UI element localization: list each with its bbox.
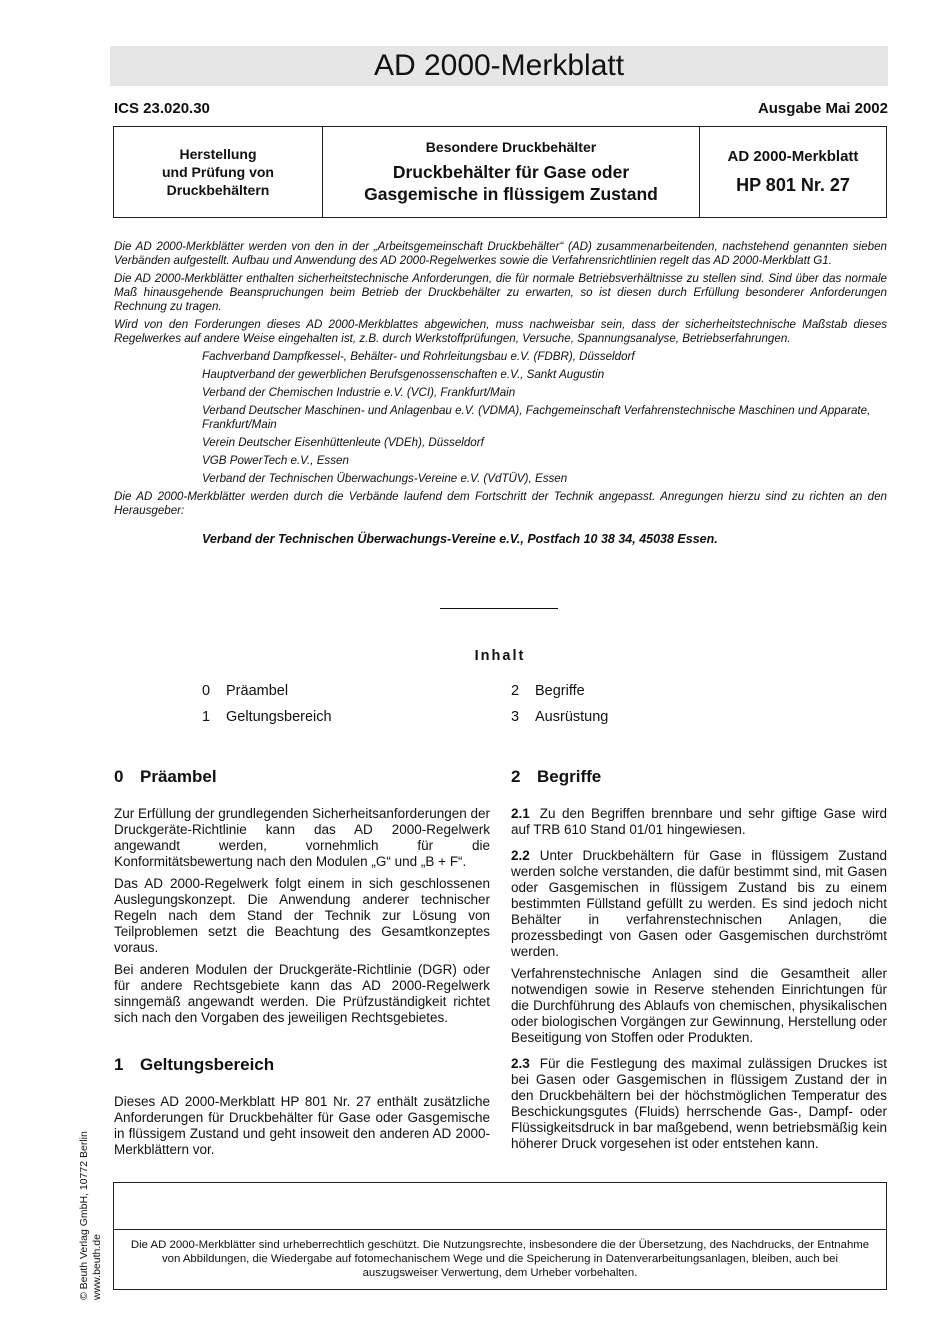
association-item: Verband Deutscher Maschinen- und Anlagenbau e.V. (VDMA), Fachgemeinschaft Verfahrenstechnische Maschinen und Apparate, Frankfurt/Main bbox=[202, 404, 871, 431]
column-left bbox=[114, 766, 490, 1164]
section-heading bbox=[114, 766, 490, 788]
toc-label: Geltungsbereich bbox=[226, 709, 332, 725]
toc-number: 0 bbox=[202, 683, 211, 699]
body-paragraph: Bei anderen Modulen der Druckgeräte-Richtlinie (DGR) oder für andere Rechtsgebiete kann das AD 2000-Regelwerk sinngemäß angewandt werden. Die Prüfzuständigkeit richtet sich nach den Vorgaben des jeweiligen Rechtsgebietes. bbox=[114, 962, 490, 1025]
toc-column-right bbox=[511, 678, 608, 730]
footer-box bbox=[113, 1182, 887, 1290]
category-line: Herstellung bbox=[179, 146, 257, 162]
toc-column-left bbox=[202, 678, 332, 730]
column-right bbox=[511, 766, 887, 1158]
title-cell bbox=[323, 127, 700, 217]
intro-paragraph: Die AD 2000-Merkblätter enthalten sicherheitstechnische Anforderungen, die für normale Betriebsverhältnisse zu stellen sind. Sind über das normale Maß hinausgehende Beanspruchungen beim Betrieb der Druckbehälter zu erwarten, so ist diesen durch Erfüllung besonderer Anforderungen Rechnung zu tragen. bbox=[114, 272, 887, 313]
intro-paragraph: Die AD 2000-Merkblätter werden von den in der „Arbeitsgemeinschaft Druckbehälter“ (AD) zusammenarbeitenden, nachstehend genannten sieben Verbänden aufgestellt. Aufbau und Anwendung des AD 2000-Regelwerkes sowie die Verfahrensrichtlinien regelt das AD 2000-Merkblatt G1. bbox=[114, 240, 887, 267]
body-paragraph bbox=[511, 848, 887, 960]
publisher-address: Verband der Technischen Überwachungs-Vereine e.V., Postfach 10 38 34, 45038 Essen. bbox=[202, 532, 718, 546]
paragraph-number: 2.1 bbox=[511, 806, 530, 821]
body-paragraph bbox=[511, 806, 887, 838]
paragraph-text: Unter Druckbehältern für Gase in flüssigem Zustand werden solche verstanden, die dafür bestimmt sind, mit Gasen oder Gasgemischen in flüssigem Zustand bis zu einem bestimmten Füllstand gefüllt zu werden. Es sind jedoch nicht Behälter in verfahrenstechnischen Anlagen, die prozessbedingt von Gasen oder Gasgemischen durchströmt werden. bbox=[511, 848, 887, 959]
association-item: VGB PowerTech e.V., Essen bbox=[202, 454, 349, 467]
toc-item[interactable] bbox=[511, 678, 608, 704]
document-banner: AD 2000-Merkblatt bbox=[110, 46, 888, 86]
toc-item[interactable] bbox=[511, 704, 608, 730]
number-cell bbox=[700, 127, 886, 217]
document-subtitle: Besondere Druckbehälter bbox=[425, 139, 597, 155]
body-paragraph: Dieses AD 2000-Merkblatt HP 801 Nr. 27 enthält zusätzliche Anforderungen für Druckbehälter für Gase oder Gasgemische in flüssigem Zustand und geht insoweit den anderen AD 2000-Merkblättern vor. bbox=[114, 1094, 490, 1157]
category-line: Druckbehältern bbox=[166, 182, 270, 198]
side-imprint bbox=[78, 1070, 104, 1300]
toc-label: Präambel bbox=[226, 683, 289, 699]
publisher-imprint: © Beuth Verlag GmbH, 10772 Berlin bbox=[78, 1131, 90, 1300]
section-title: Begriffe bbox=[537, 767, 602, 786]
paragraph-number: 2.3 bbox=[511, 1056, 530, 1071]
association-item: Verband der Technischen Überwachungs-Vereine e.V. (VdTÜV), Essen bbox=[202, 472, 568, 485]
series-label: AD 2000-Merkblatt bbox=[727, 148, 859, 165]
section-title: Geltungsbereich bbox=[140, 1055, 275, 1074]
association-item: Verband der Chemischen Industrie e.V. (VCI), Frankfurt/Main bbox=[202, 386, 516, 399]
section-heading bbox=[114, 1054, 490, 1076]
paragraph-number: 2.2 bbox=[511, 848, 530, 863]
toc-title: Inhalt bbox=[474, 648, 526, 664]
section-number: 0 bbox=[114, 767, 124, 786]
category-line: und Prüfung von bbox=[162, 164, 274, 180]
toc-number: 3 bbox=[511, 709, 520, 725]
association-item: Verein Deutscher Eisenhüttenleute (VDEh), Düsseldorf bbox=[202, 436, 484, 449]
toc-number: 2 bbox=[511, 683, 520, 699]
toc-item[interactable] bbox=[202, 704, 332, 730]
copyright-notice: Die AD 2000-Merkblätter sind urheberrechtlich geschützt. Die Nutzungsrechte, insbesondere die der Übersetzung, des Nachdrucks, der Entnahme von Abbildungen, die Wiedergabe auf fotomechanischem Wege und die Speicherung in Datenverarbeitungsanlagen, bleiben, auch bei auszugsweiser Verwertung, dem Urheber vorbehalten. bbox=[114, 1229, 886, 1288]
title-box bbox=[113, 126, 887, 218]
intro-paragraph: Wird von den Forderungen dieses AD 2000-Merkblattes abgewichen, muss nachweisbar sein, dass der sicherheitstechnische Maßstab dieses Regelwerkes auf andere Weise eingehalten ist, z.B. durch Werkstoffprüfungen, Versuche, Spannungsanalyse, Betriebserfahrungen. bbox=[114, 318, 887, 345]
document-title: Druckbehälter für Gase oder bbox=[392, 162, 630, 182]
section-number: 2 bbox=[511, 767, 521, 786]
toc-number: 1 bbox=[202, 709, 211, 725]
body-paragraph: Verfahrenstechnische Anlagen sind die Gesamtheit aller notwendigen sowie in Reserve stehenden Einrichtungen für die Durchführung des Ablaufs von chemischen, physikalischen oder biologischen Vorgängen zur Gewinnung, Herstellung oder Beseitigung von Stoffen oder Produkten. bbox=[511, 966, 887, 1045]
association-item: Hauptverband der gewerblichen Berufsgenossenschaften e.V., Sankt Augustin bbox=[202, 368, 605, 381]
section-number: 1 bbox=[114, 1055, 124, 1074]
category-cell bbox=[114, 127, 323, 217]
association-list bbox=[202, 350, 872, 486]
paragraph-text: Zu den Begriffen brennbare und sehr giftige Gase wird auf TRB 610 Stand 01/01 hingewiesen. bbox=[511, 806, 887, 837]
section-heading bbox=[511, 766, 887, 788]
paragraph-text: Für die Festlegung des maximal zulässigen Druckes ist bei Gasen oder Gasgemischen in flüssigem Zustand der in den Druckbehältern bei der höchstmöglichen Temperatur des Beschickungsgutes (Fluids) herrschende Gas-, Dampf- oder Flüssigkeitsdruck in bar maßgebend, wenn betriebsmäßig kein höherer Druck vorgesehen ist oder entstehen kann. bbox=[511, 1056, 887, 1151]
edition-date: Ausgabe Mai 2002 bbox=[757, 100, 888, 117]
toc-item[interactable] bbox=[202, 678, 332, 704]
toc-label: Begriffe bbox=[535, 683, 585, 699]
body-paragraph: Zur Erfüllung der grundlegenden Sicherheitsanforderungen der Druckgeräte-Richtlinie kann das AD 2000-Regelwerk angewandt werden, vornehmlich für die Konformitätsbewertung nach den Modulen „G“ und „B + F“. bbox=[114, 806, 490, 869]
document-title: Gasgemische in flüssigem Zustand bbox=[364, 184, 658, 204]
body-paragraph: Das AD 2000-Regelwerk folgt einem in sich geschlossenen Auslegungskonzept. Die Anwendung anderer technischer Regeln nach dem Stand der Technik zur Lösung von Teilproblemen setzt die Beachtung des Gesamtkonzeptes voraus. bbox=[114, 876, 490, 955]
document-number: HP 801 Nr. 27 bbox=[736, 175, 850, 195]
ics-code: ICS 23.020.30 bbox=[114, 100, 210, 117]
introduction bbox=[114, 240, 887, 546]
divider bbox=[440, 608, 558, 609]
association-item: Fachverband Dampfkessel-, Behälter- und Rohrleitungsbau e.V. (FDBR), Düsseldorf bbox=[202, 350, 635, 363]
intro-paragraph: Die AD 2000-Merkblätter werden durch die Verbände laufend dem Fortschritt der Technik angepasst. Anregungen hierzu sind zu richten an den Herausgeber: bbox=[114, 490, 887, 517]
toc-label: Ausrüstung bbox=[535, 709, 609, 725]
body-paragraph bbox=[511, 1056, 887, 1152]
publisher-website[interactable]: www.beuth.de bbox=[91, 1234, 103, 1300]
section-title: Präambel bbox=[140, 767, 217, 786]
